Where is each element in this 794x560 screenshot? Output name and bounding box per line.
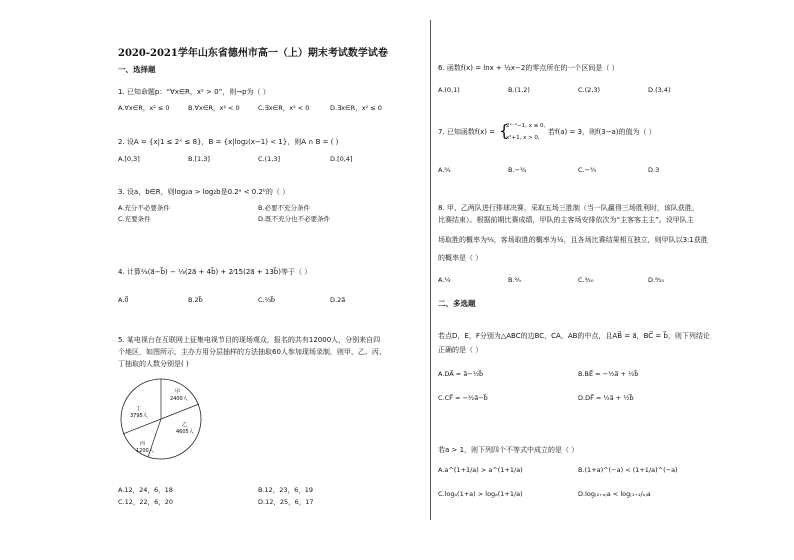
q5-option-b: B.12，23，6，19 xyxy=(258,486,313,494)
q2-option-b: B.[1,3] xyxy=(188,155,210,163)
q1-option-c: C.∃x∈R，x² < 0 xyxy=(258,104,310,112)
q9-option-d: D.DF⃗ = ½a⃗ + ½b⃗ xyxy=(578,394,634,402)
q8-line-2: 比赛结束）。根据前期比赛成绩，甲队的主客场安排依次为“主客客主主”。设甲队主 xyxy=(438,216,694,224)
q10-stem: 若a > 1，则下列四个不等式中成立的是（ ） xyxy=(438,446,579,454)
q6-option-d: D.(3,4) xyxy=(648,86,671,94)
q1-option-a: A.∀x∈R，x² ≤ 0 xyxy=(118,104,170,112)
q7-case-2: x²+1, x > 0, xyxy=(506,135,540,141)
q4-option-b: B.2b⃗ xyxy=(188,296,203,304)
q2-option-a: A.[0,3] xyxy=(118,155,140,163)
pie-value-jia: 2400人 xyxy=(170,396,188,402)
q7-brace: { xyxy=(499,121,510,140)
q8-option-b: B.²⁄₉ xyxy=(508,276,521,284)
q5-option-c: C.12，22，6，20 xyxy=(118,498,174,506)
q9-line-2: 正确的是（ ） xyxy=(438,346,483,354)
q8-option-c: C.³⁄₂₀ xyxy=(578,276,594,284)
pie-value-ding: 3795人 xyxy=(130,413,148,419)
q3-option-d: D.既不充分也不必要条件 xyxy=(258,215,331,223)
pie-value-bing: 1200人 xyxy=(136,448,154,454)
q4-option-d: D.2a⃗ xyxy=(330,296,346,304)
q9-line-1: 若点D，E，F分别为△ABC的边BC，CA，AB的中点，且AB⃗ = a⃗，BC⃗ = b⃗，则下列结论 xyxy=(438,332,710,340)
q5-option-a: A.12，24，6，18 xyxy=(118,486,173,494)
q7-option-b: B.−³⁄₄ xyxy=(508,166,527,174)
section-multi-heading: 二、多选题 xyxy=(438,299,476,308)
q8-option-a: A.¼ xyxy=(438,276,451,284)
q5-line-3: 丁抽取的人数分别是( ) xyxy=(118,360,189,368)
pie-label-bing: 丙 xyxy=(140,441,146,447)
q3-stem: 3. 设a，b∈R，则log₂a > log₂b是0.2ᵃ < 0.2ᵇ的（ ） xyxy=(118,188,290,196)
q1-option-d: D.∃x∈R，x² ≤ 0 xyxy=(330,104,382,112)
q2-option-d: D.[0,4] xyxy=(330,155,353,163)
q7-case-1: 2ˣ⁻¹−1, x ≤ 0, xyxy=(506,123,546,129)
q1-option-b: B.∀x∈R，x² < 0 xyxy=(188,104,240,112)
q7-option-c: C.−¾ xyxy=(578,166,597,174)
q10-option-b: B.(1+a)^(−a) < (1+1/a)^(−a) xyxy=(578,466,678,474)
q9-option-a: A.DA⃗ = a⃗−½b⃗ xyxy=(438,370,484,378)
q10-option-c: C.logₐ(1+a) > logₐ(1+1/a) xyxy=(438,490,523,498)
pie-label-yi: 乙 xyxy=(182,422,188,428)
pie-value-yi: 4605人 xyxy=(176,429,194,435)
q2-stem: 2. 设A = {x|1 ≤ 2ˣ ≤ 8}，B = {x|log₂(x−1) < 1}，则A ∩ B = ( ) xyxy=(118,138,339,146)
region-pie-chart xyxy=(118,376,204,462)
q7-option-d: D.3 xyxy=(648,166,660,174)
q6-stem: 6. 函数f(x) = lnx + ½x−2的零点所在的一个区间是（ ） xyxy=(438,64,619,72)
q7-prefix: 7. 已知函数f(x) = xyxy=(438,128,496,136)
q6-option-b: B.(1,2) xyxy=(508,86,530,94)
q8-option-d: D.⁸⁄₂₅ xyxy=(648,276,664,284)
q3-option-a: A.充分不必要条件 xyxy=(118,204,170,212)
q2-option-c: C.(1,3] xyxy=(258,155,281,163)
q3-option-c: C.充要条件 xyxy=(118,215,151,223)
q7-stem: 若f(a) = 3，则f(3−a)的值为（ ） xyxy=(548,128,656,136)
q5-line-1: 5. 某电视台在互联网上征集电视节目的现场观众，报名的共有12000人，分别来自四 xyxy=(118,336,381,344)
q9-option-b: B.BE⃗ = −½a⃗ + ½b⃗ xyxy=(578,370,639,378)
q4-stem: 4. 计算⅔(a⃗−b⃗) − ⅓(2a⃗ + 4b⃗) + 2⁄15(2a⃗ + 13b⃗)等于（ ） xyxy=(118,268,312,276)
q1-stem: 1. 已知命题p：“∀x∈R，x² > 0”，则¬p为（ ） xyxy=(118,88,270,96)
q9-option-c: C.CF⃗ = −½a⃗−b⃗ xyxy=(438,394,488,402)
q5-line-2: 个地区，如图所示，主办方用分层抽样的方法抽取60人参加现场录制，则甲、乙、丙、 xyxy=(118,348,386,356)
q10-option-d: D.log₍₁₊ₐ₎a < log₍₁₊₁/ₐ₎a xyxy=(578,490,651,498)
q7-option-a: A.⁵⁄₄ xyxy=(438,166,451,174)
q4-option-a: A.0⃗ xyxy=(118,296,129,304)
pie-label-jia: 甲 xyxy=(175,389,181,395)
column-divider xyxy=(430,20,431,520)
q6-option-a: A.(0,1) xyxy=(438,86,460,94)
q8-line-3: 场取胜的概率为⅔，客场取胜的概率为½，且各场比赛结果相互独立，则甲队以3:1获胜 xyxy=(438,236,708,244)
exam-title: 2020-2021学年山东省德州市高一（上）期末考试数学试卷 xyxy=(118,48,388,59)
q8-line-1: 8. 甲、乙两队进行排球决赛，采取五场三胜制（当一队赢得三场胜利时，该队获胜， xyxy=(438,204,699,212)
section-choice-heading: 一、选择题 xyxy=(118,65,156,74)
q4-option-c: C.⅔b⃗ xyxy=(258,296,276,304)
q8-line-4: 的概率是（ ） xyxy=(438,254,483,262)
q5-option-d: D.12，25，6，17 xyxy=(258,498,314,506)
q3-option-b: B.必要不充分条件 xyxy=(258,204,311,212)
q6-option-c: C.(2,3) xyxy=(578,86,601,94)
pie-label-ding: 丁 xyxy=(136,406,142,412)
q10-option-a: A.a^(1+1/a) > a^(1+1/a) xyxy=(438,466,523,474)
